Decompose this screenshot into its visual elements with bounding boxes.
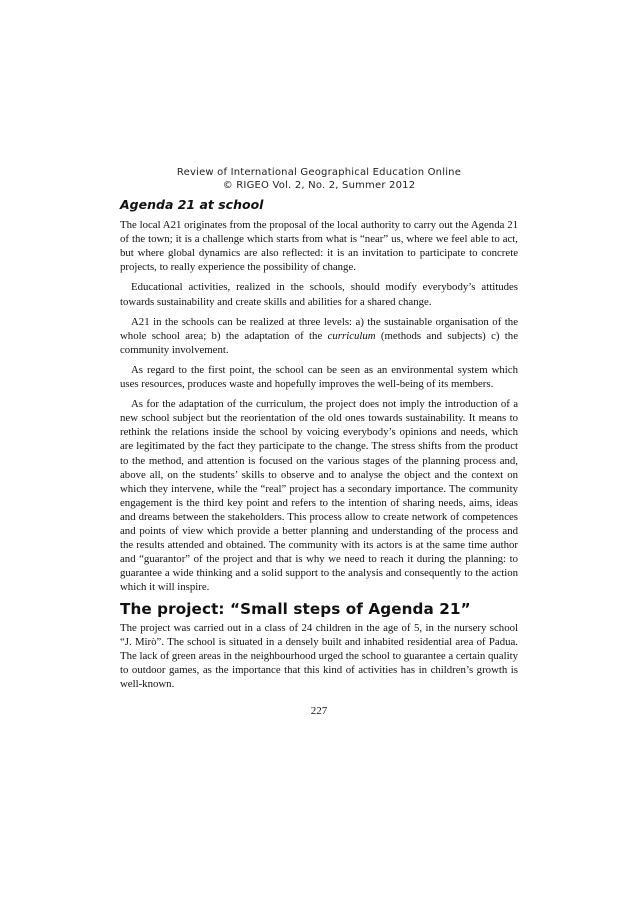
italic-term: curriculum [327,329,376,342]
paragraph [120,315,518,357]
paragraph: The local A21 originates from the proposal of the local authority to carry out the Agenda 21 of the town; it is a challenge which starts from what is “near” us, where we feel able to act, but where global dynamics are also reflected: it is an invitation to participate to concrete projects, to really experience the possibility of change. [120,219,518,274]
paragraph: The project was carried out in a class of 24 children in the age of 5, in the nursery school “J. Mirò”. The school is situated in a densely built and inhabited residential area of Padua. The lack of green areas in the neighbourhood urged the school to guarantee a certain quality to outdoor games, as the importance that this kind of activities has in children’s growth is well-known. [120,621,518,690]
journal-header-volume: © RIGEO Vol. 2, No. 2, Summer 2012 [222,180,416,191]
section-heading-project: The project: “Small steps of Agenda 21” [120,600,471,619]
journal-header-title: Review of International Geographical Education Online [176,167,462,178]
article-body [120,198,518,697]
paragraph-text: (methods and subjects) c) the community involvement. [120,329,518,356]
paragraph: Educational activities, realized in the schools, should modify everybody’s attitudes towards sustainability and create skills and abilities for a shared change. [120,281,518,308]
paragraph: As regard to the first point, the school can be seen as an environmental system which uses resources, produces waste and hopefully improves the well-being of its members. [120,363,518,391]
section-heading-agenda21-school: Agenda 21 at school [120,197,264,212]
paragraph: As for the adaptation of the curriculum, the project does not imply the introduction of a new school subject but the reorientation of the old ones towards sustainability. It means to rethink the relations inside the school by voicing everybody’s opinions and needs, which are legitimated by the fact they participate to the change. The stress shifts from the product to the method, and attention is focused on the various stages of the planning process and, above all, on the students’ skills to observe and to analyse the object and the context on which they intervene, while the “real” project has a secondary importance. The community engagement is the third key point and refers to the intention of sharing needs, aims, ideas and dreams between the stakeholders. This process allow to create network of competences and points of view which provide a better planning and understanding of the process and the results attended and obtained. The community with its actors is at the same time author and “guarantor” of the project and that is why we need to reach it during the planning: to guarantee a wide thinking and a solid support to the analysis and consequently to the action which it will inspire. [120,398,518,594]
page-number: 227 [310,705,328,717]
paragraph-text: A21 in the schools can be realized at three levels: a) the sustainable organisation of the whole school area; b) the adaptation of the [120,315,518,342]
